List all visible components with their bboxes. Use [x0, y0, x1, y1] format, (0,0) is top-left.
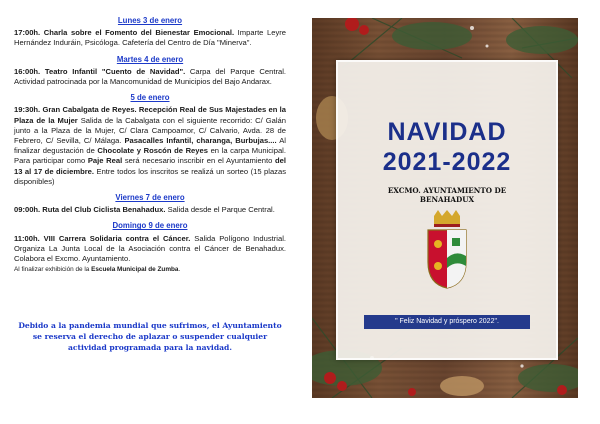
coat-of-arms-icon [422, 210, 472, 290]
poster-years: 2021-2022 [382, 148, 512, 176]
day-heading: Viernes 7 de enero [115, 193, 185, 203]
poster-title: NAVIDAD [387, 118, 507, 146]
pandemic-notice: Debido a la pandemia mundial que sufrimos, el Ayuntamiento se reserva el derecho de aplazar o suspender cualquier actividad programada para la navidad. [18, 321, 282, 352]
event-note: Al finalizar exhibición de la Escuela Municipal de Zumba. [14, 266, 181, 274]
day-heading: Martes 4 de enero [116, 54, 184, 64]
event-entry: 16:00h. Teatro Infantil "Cuento de Navidad". Carpa del Parque Central. Actividad patrocinada por la Mancomunidad de Municipios del Bajo Andarax. [14, 66, 286, 87]
title-card [336, 60, 558, 360]
event-entry: 11:00h. VIII Carrera Solidaria contra el Cáncer. Salida Polígono Industrial. Organiza La Junta Local de la Asociación contra el Cáncer de Benahadux. Colabora el Excmo. Ayuntamiento. [14, 233, 286, 264]
event-entry: 19:30h. Gran Cabalgata de Reyes. Recepción Real de Sus Majestades en la Plaza de la Mujer Salida de la Cabalgata con el siguiente recorrido: C/ Galán junto a la Plaza de la Mujer, C/ Clara Campoamor, C/ Calvario, Avda. 28 de Febrero, C/ Sevilla, C/ Málaga. Pasacalles Infantil, charanga, Burbujas.... Al finalizar degustación de Chocolate y Roscón de Reyes en la carpa Municipal. Para participar como Paje Real será necesario inscribir en el Ayuntamiento del 13 al 17 de diciembre. Entre todos los inscritos se realizá un sorteo (15 plazas disponibles) [14, 105, 287, 186]
greeting-band: " Feliz Navidad y próspero 2022". [364, 315, 530, 329]
day-heading: Domingo 9 de enero [112, 221, 188, 231]
event-entry: 17:00h. Charla sobre el Fomento del Bienestar Emocional. Imparte Leyre Hernández Induráin, Psicóloga. Cafetería del Centro de Día "Minerva". [14, 28, 286, 48]
day-heading: 5 de enero [130, 93, 170, 103]
program-column [14, 14, 286, 274]
council-name: EXCMO. AYUNTAMIENTO DE BENAHADUX [387, 186, 507, 204]
christmas-poster [312, 18, 578, 398]
event-entry: 09:00h. Ruta del Club Ciclista Benahadux. Salida desde el Parque Central. [14, 205, 275, 215]
day-heading: Lunes 3 de enero [117, 16, 183, 25]
